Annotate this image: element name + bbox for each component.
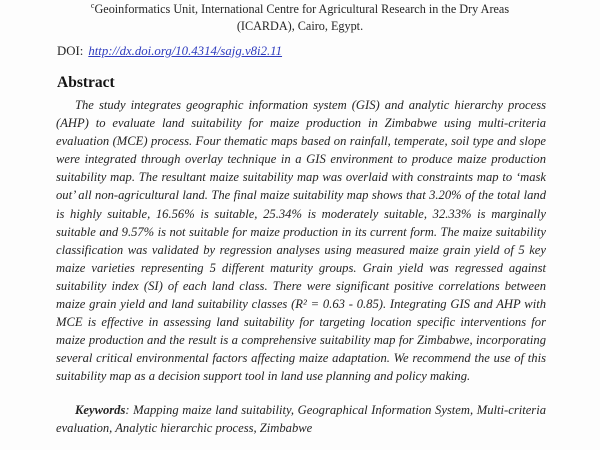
keywords-text: : Mapping maize land suitability, Geographical Information System, Multi-criteria evaluation, Analytic hierarchic process, Zimbabwe (56, 403, 546, 436)
affiliation (66, 1, 534, 34)
keywords-paragraph (56, 401, 546, 437)
doi-label: DOI: (57, 44, 84, 58)
affiliation-marker: c (90, 0, 95, 10)
abstract-paragraph: The study integrates geographic information system (GIS) and analytic hierarchy process (AHP) to evaluate land suitability for maize production in Zimbabwe using multi-criteria evaluation (MCE) process. Four thematic maps based on rainfall, temperate, soil type and slope were integrated through overlay technique in a GIS environment to produce maize production suitability map. The resultant maize suitability map was overlaid with constraints map to ‘mask out’ all non-agricultural land. The final maize suitability map shows that 3.20% of the total land is highly suitable, 16.56% is suitable, 25.34% is moderately suitable, 32.33% is marginally suitable and 9.57% is not suitable for maize production in its current form. The maize suitability classification was validated by regression analyses using measured maize grain yield of 5 key maize varieties representing 5 different maturity groups. Grain yield was regressed against suitability index (SI) of each land class. There were significant positive correlations between maize grain yield and land suitability classes (R² = 0.63 - 0.85). Integrating GIS and AHP with MCE is effective in assessing land suitability for targeting location specific interventions for maize production and the result is a comprehensive suitability map for Zimbabwe, incorporating several critical environmental factors affecting maize adaptation. We recommend the use of this suitability map as a decision support tool in land use planning and policy making. (56, 98, 546, 384)
affiliation-text: Geoinformatics Unit, International Centre for Agricultural Research in the Dry Areas (ICARDA), Cairo, Egypt. (94, 2, 510, 33)
abstract-heading: Abstract (57, 74, 115, 91)
keywords-label: Keywords (75, 403, 126, 417)
doi-link[interactable]: http://dx.doi.org/10.4314/sajg.v8i2.11 (88, 44, 283, 58)
doi-line (57, 44, 282, 59)
